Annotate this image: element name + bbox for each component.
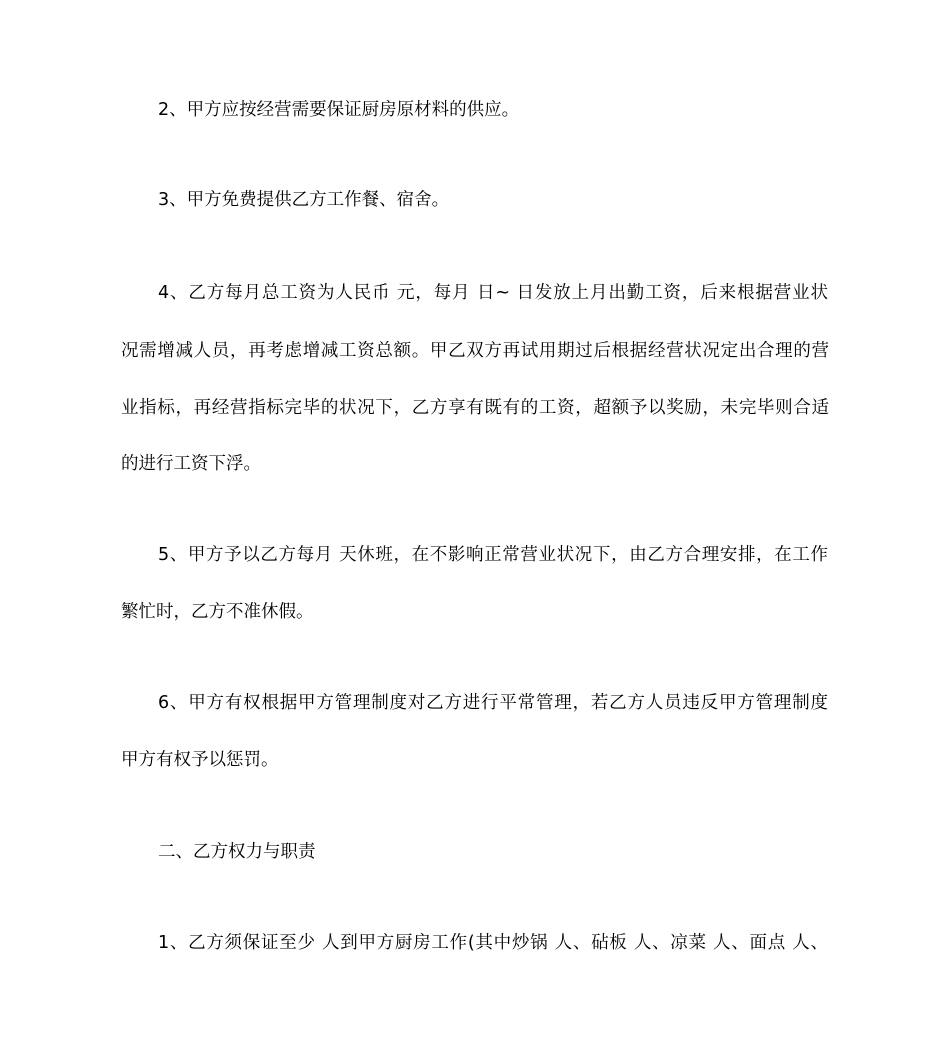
clause-4-line-1: 4、乙方每月总工资为人民币 元，每月 日~ 日发放上月出勤工资，后来根据营业状 [158,283,828,303]
clause-6-line-1: 6、甲方有权根据甲方管理制度对乙方进行平常管理，若乙方人员违反甲方管理制度 [158,693,828,713]
section-2-clause-1-line-1: 1、乙方须保证至少 人到甲方厨房工作(其中炒锅 人、砧板 人、凉菜 人、面点 人、 [158,933,828,953]
clause-2-line-1: 2、甲方应按经营需要保证厨房原材料的供应。 [158,100,520,120]
clause-4-line-3: 业指标，再经营指标完毕的状况下，乙方享有既有的工资，超额予以奖励，未完毕则合适 [121,398,829,418]
clause-5-line-1: 5、甲方予以乙方每月 天休班，在不影响正常营业状况下，由乙方合理安排，在工作 [158,545,828,565]
clause-5-line-2: 繁忙时，乙方不准休假。 [121,602,314,622]
section-heading: 二、乙方权力与职责 [158,842,316,862]
clause-4-line-2: 况需增减人员，再考虑增减工资总额。甲乙双方再试用期过后根据经营状况定出合理的营 [121,341,829,361]
clause-6-line-2: 甲方有权予以惩罚。 [121,750,279,770]
clause-3-line-1: 3、甲方免费提供乙方工作餐、宿舍。 [158,190,450,210]
clause-4-line-4: 的进行工资下浮。 [121,454,261,474]
